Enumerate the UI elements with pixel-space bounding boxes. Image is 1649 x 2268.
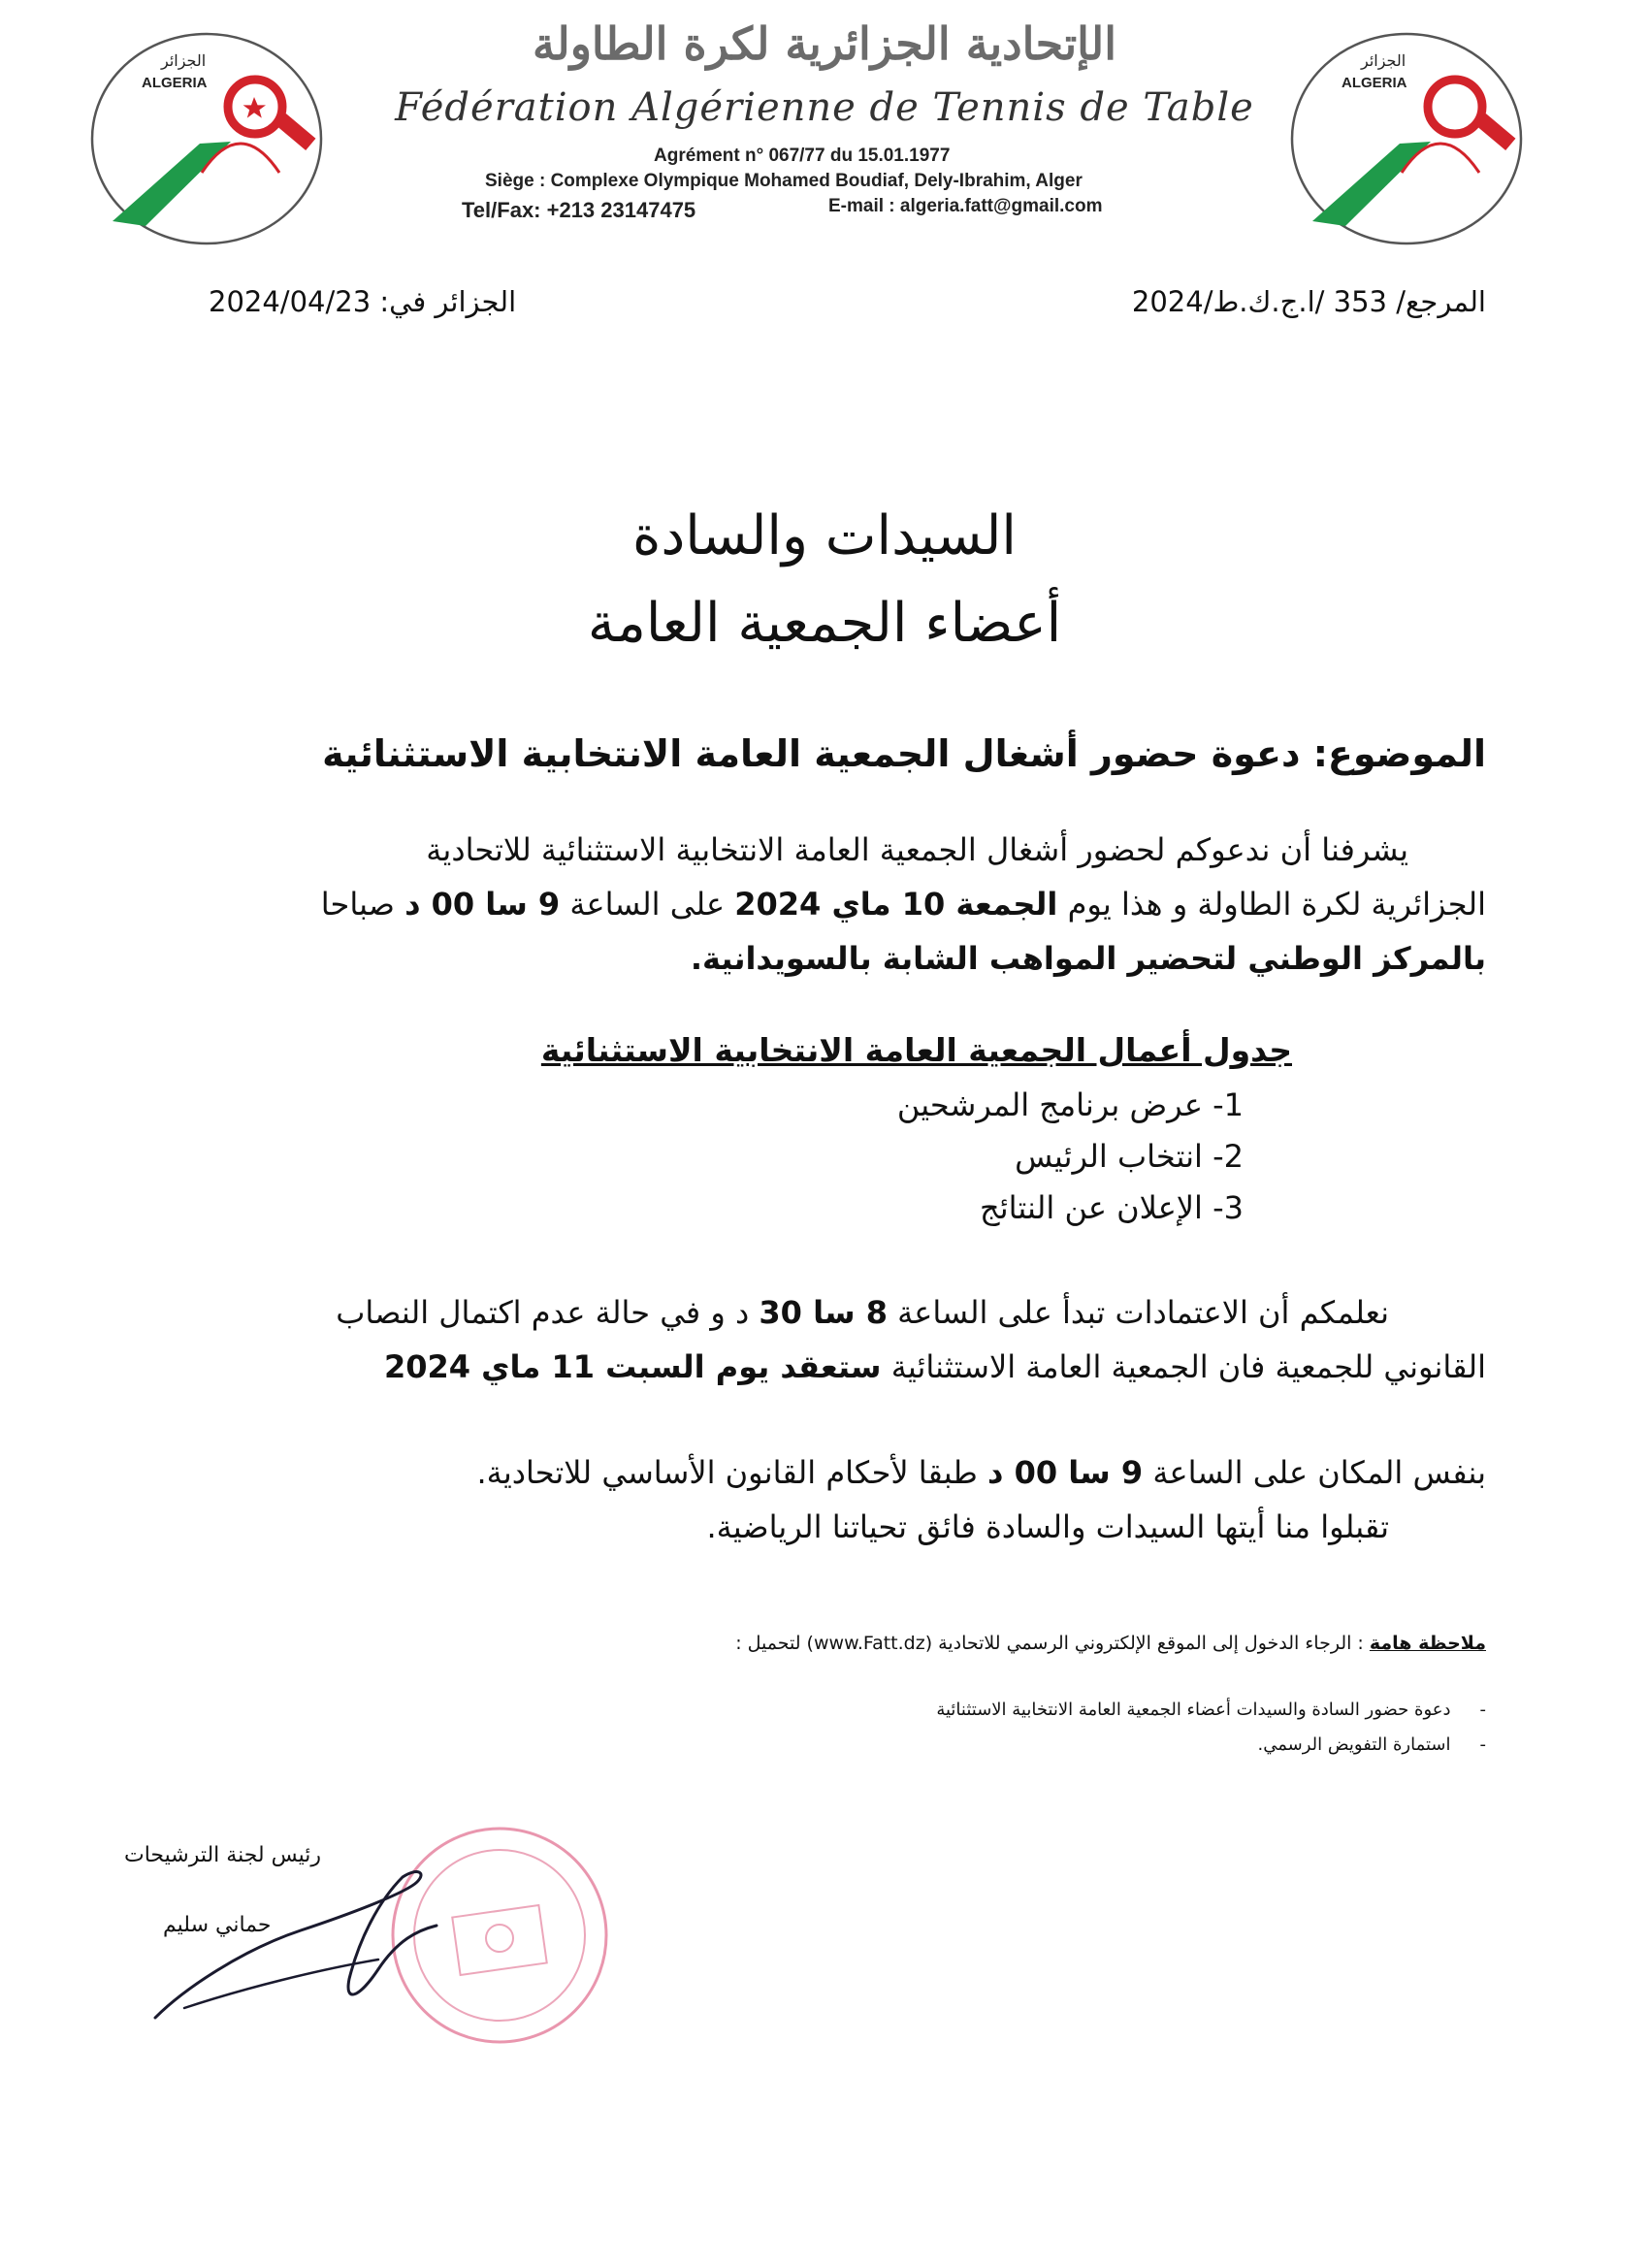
signatory-name: حماني سليم (163, 1913, 272, 1937)
invitation-line-2 (147, 877, 1486, 931)
note-label: ملاحظة هامة (1369, 1633, 1486, 1654)
accreditation-text: بنفس المكان على الساعة (1143, 1454, 1486, 1491)
accreditation-text: نعلمكم أن الاعتمادات تبدأ على الساعة (887, 1294, 1389, 1331)
meeting-time: 9 سا 00 د (404, 886, 561, 923)
logo-emblem-icon (1285, 27, 1528, 250)
closing-salutation: تقبلوا منا أيتها السيدات والسادة فائق تحياتنا الرياضية. (706, 1508, 1389, 1545)
letterhead-email: E-mail : algeria.fatt@gmail.com (828, 196, 1103, 216)
accreditation-text: د و في حالة عدم اكتمال النصاب (336, 1294, 760, 1331)
signatory-role: رئيس لجنة الترشيحات (124, 1843, 322, 1867)
agenda-item: 3- الإعلان عن النتائج (980, 1189, 1244, 1226)
letter-date: الجزائر في: 2024/04/23 (209, 285, 517, 318)
fallback-date: ستعقد يوم السبت 11 ماي 2024 (383, 1348, 882, 1385)
accreditation-line-1 (147, 1285, 1486, 1340)
logo-emblem-icon (85, 27, 328, 250)
svg-text:الجزائر: الجزائر (161, 51, 207, 70)
invitation-text: على الساعة (560, 886, 735, 923)
svg-text:ALGERIA: ALGERIA (1342, 75, 1407, 91)
accreditation-paragraph (147, 1285, 1486, 1394)
federation-logo-right (1285, 27, 1528, 250)
download-item-text: دعوة حضور السادة والسيدات أعضاء الجمعية العامة الانتخابية الاستثنائية (936, 1700, 1451, 1720)
download-item: -استمارة التفويض الرسمي. (1257, 1734, 1486, 1755)
letterhead-siege: Siège : Complexe Olympique Mohamed Boudiaf, Dely-Ibrahim, Alger (485, 171, 1083, 191)
note-text: : الرجاء الدخول إلى الموقع الإلكتروني الرسمي للاتحادية (www.Fatt.dz) لتحميل : (735, 1633, 1370, 1654)
svg-text:الجزائر: الجزائر (1361, 51, 1406, 70)
letterhead-title-ar: الإتحادية الجزائرية لكرة الطاولة (533, 17, 1116, 70)
addressee-line-1: السيدات والسادة (632, 504, 1017, 567)
accreditation-line-3 (147, 1445, 1486, 1500)
invitation-paragraph (147, 823, 1486, 986)
download-item: -دعوة حضور السادة والسيدات أعضاء الجمعية العامة الانتخابية الاستثنائية (936, 1700, 1486, 1720)
accreditation-text: طبقا لأحكام القانون الأساسي للاتحادية. (476, 1454, 988, 1491)
closing-paragraph (147, 1445, 1486, 1554)
agenda-title: جدول أعمال الجمعية العامة الانتخابية الاستثنائية (540, 1031, 1292, 1069)
invitation-line-1: يشرفنا أن ندعوكم لحضور أشغال الجمعية العامة الانتخابية الاستثنائية للاتحادية (426, 831, 1408, 868)
invitation-line-3: بالمركز الوطني لتحضير المواهب الشابة بالسويدانية. (690, 940, 1486, 977)
svg-text:ALGERIA: ALGERIA (142, 75, 208, 91)
letter-subject: الموضوع: دعوة حضور أشغال الجمعية العامة الانتخابية الاستثنائية (322, 732, 1486, 775)
addressee-line-2: أعضاء الجمعية العامة (587, 592, 1062, 655)
reference-number: المرجع/ 353 /ا.ج.ك.ط/2024 (1131, 285, 1486, 318)
agenda-item: 1- عرض برنامج المرشحين (896, 1086, 1244, 1123)
letterhead-telfax: Tel/Fax: +213 23147475 (462, 198, 696, 222)
accreditation-line-2 (147, 1340, 1486, 1394)
accreditation-time: 8 سا 30 (759, 1294, 888, 1331)
download-item-text: استمارة التفويض الرسمي. (1257, 1734, 1451, 1755)
agenda-item: 2- انتخاب الرئيس (1015, 1138, 1244, 1175)
important-note (735, 1633, 1486, 1654)
meeting-day-date: الجمعة 10 ماي 2024 (734, 886, 1058, 923)
invitation-text: صباحا (320, 886, 405, 923)
fallback-time: 9 سا 00 د (987, 1454, 1144, 1491)
letterhead-agrement: Agrément n° 067/77 du 15.01.1977 (654, 146, 951, 166)
letterhead-title-fr: Fédération Algérienne de Tennis de Table (395, 85, 1254, 130)
federation-logo-left (85, 27, 328, 250)
invitation-text: الجزائرية لكرة الطاولة و هذا يوم (1057, 886, 1486, 923)
accreditation-text: القانوني للجمعية فان الجمعية العامة الاستثنائية (881, 1348, 1486, 1385)
